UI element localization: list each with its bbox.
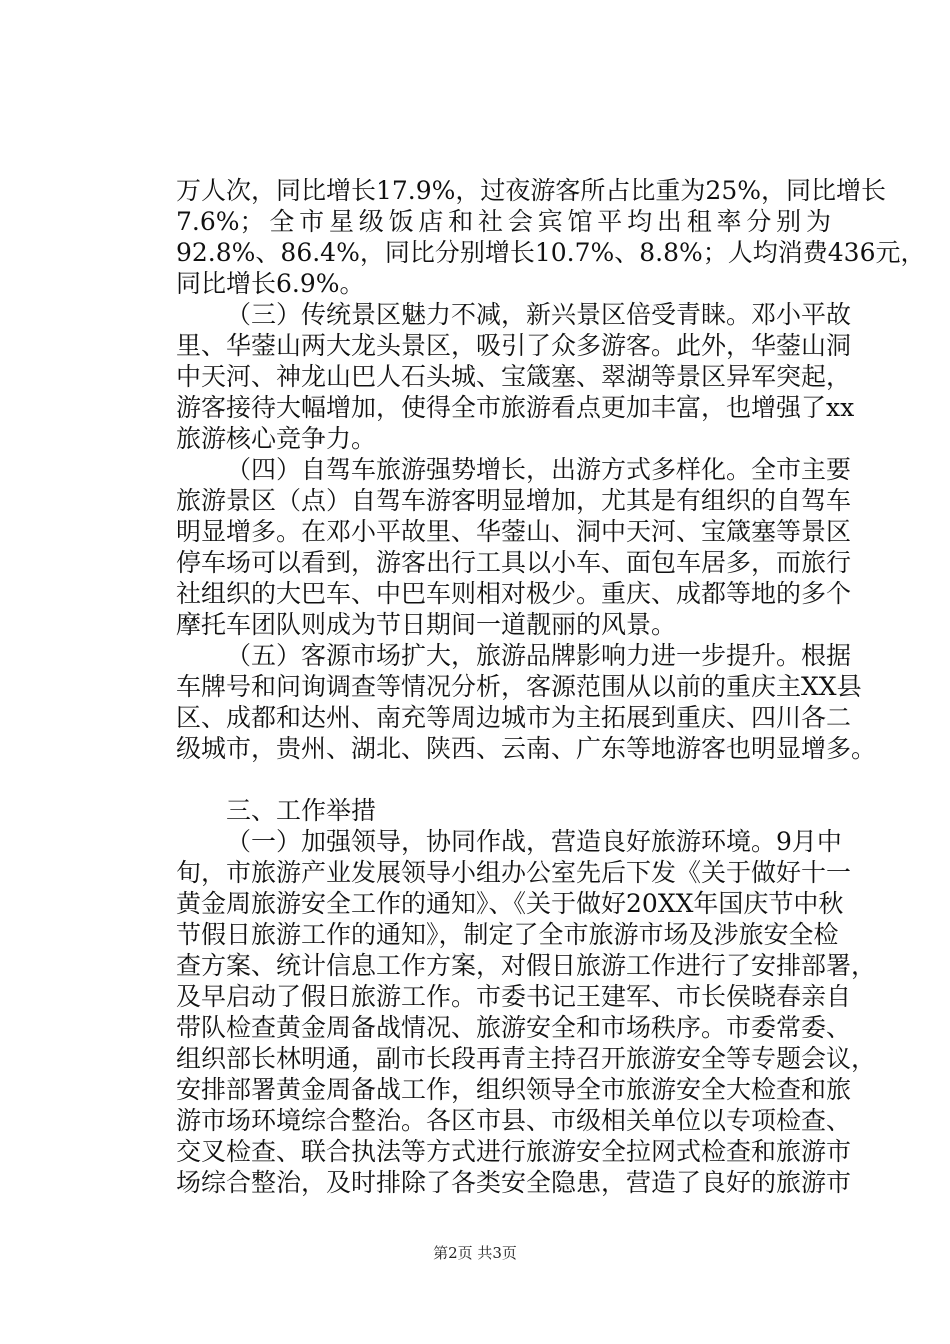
text-line: 社组织的大巴车、中巴车则相对极少。重庆、成都等地的多个	[176, 579, 852, 608]
paragraph-gap	[176, 764, 831, 795]
text-line: 游市场环境综合整治。各区市县、市级相关单位以专项检查、	[176, 1106, 852, 1135]
paragraph-source-market	[176, 640, 877, 764]
paragraph-continuation	[176, 175, 926, 299]
text-line: 里、华蓥山两大龙头景区，吸引了众多游客。此外，华蓥山洞	[176, 331, 852, 360]
text-line: 万人次，同比增长17.9%，过夜游客所占比重为25%，同比增长	[176, 176, 886, 205]
text-line: （四）自驾车旅游强势增长，出游方式多样化。全市主要	[226, 455, 852, 484]
text-line: 旅游核心竞争力。	[176, 424, 377, 453]
text-line: 区、成都和达州、南充等周边城市为主拓展到重庆、四川各二	[176, 703, 852, 732]
text-line: 游客接待大幅增加，使得全市旅游看点更加丰富，也增强了xx	[176, 393, 855, 422]
paragraph-self-drive	[176, 454, 852, 640]
text-line: （五）客源市场扩大，旅游品牌影响力进一步提升。根据	[226, 641, 852, 670]
text-line: 车牌号和问询调查等情况分析，客源范围从以前的重庆主XX县	[176, 672, 862, 701]
text-line: 停车场可以看到，游客出行工具以小车、面包车居多，而旅行	[176, 548, 852, 577]
text-line: 及早启动了假日旅游工作。市委书记王建军、市长侯晓春亲自	[176, 982, 852, 1011]
text-line: 带队检查黄金周备战情况、旅游安全和市场秩序。市委常委、	[176, 1013, 852, 1042]
text-line: 摩托车团队则成为节日期间一道靓丽的风景。	[176, 610, 677, 639]
text-line: 交叉检查、联合执法等方式进行旅游安全拉网式检查和旅游市	[176, 1137, 852, 1166]
paragraph-scenic-areas	[176, 299, 855, 454]
text-line: 同比增长6.9%。	[176, 269, 365, 298]
text-line: 安排部署黄金周备战工作，组织领导全市旅游安全大检查和旅	[176, 1075, 852, 1104]
paragraph-leadership	[176, 826, 877, 1198]
page-number-footer: 第2页 共3页	[433, 1244, 517, 1262]
text-line: 节假日旅游工作的通知》，制定了全市旅游市场及涉旅安全检	[176, 920, 839, 949]
text-line: 黄金周旅游安全工作的通知》、《关于做好20XX年国庆节中秋	[176, 889, 844, 918]
text-line: 7.6%；全市星级饭店和社会宾馆平均出租率分别为	[176, 207, 831, 236]
text-line: 级城市，贵州、湖北、陕西、云南、广东等地游客也明显增多。	[176, 734, 877, 763]
section-title: 三、工作举措	[226, 796, 377, 825]
text-line: 92.8%、86.4%，同比分别增长10.7%、8.8%；人均消费436元，	[176, 238, 926, 267]
text-line: 场综合整治，及时排除了各类安全隐患，营造了良好的旅游市	[176, 1168, 852, 1197]
text-line: 组织部长林明通，副市长段再青主持召开旅游安全等专题会议，	[176, 1044, 877, 1073]
document-body	[176, 175, 926, 1198]
section-heading	[176, 795, 831, 826]
text-line: 明显增多。在邓小平故里、华蓥山、洞中天河、宝箴塞等景区	[176, 517, 852, 546]
text-line: （一）加强领导，协同作战，营造良好旅游环境。9月中	[226, 827, 842, 856]
text-line: 中天河、神龙山巴人石头城、宝箴塞、翠湖等景区异军突起，	[176, 362, 852, 391]
text-line: 旅游景区（点）自驾车游客明显增加，尤其是有组织的自驾车	[176, 486, 852, 515]
text-line: 查方案、统计信息工作方案，对假日旅游工作进行了安排部署，	[176, 951, 877, 980]
text-line: （三）传统景区魅力不减，新兴景区倍受青睐。邓小平故	[226, 300, 852, 329]
text-line: 旬，市旅游产业发展领导小组办公室先后下发《关于做好十一	[176, 858, 852, 887]
